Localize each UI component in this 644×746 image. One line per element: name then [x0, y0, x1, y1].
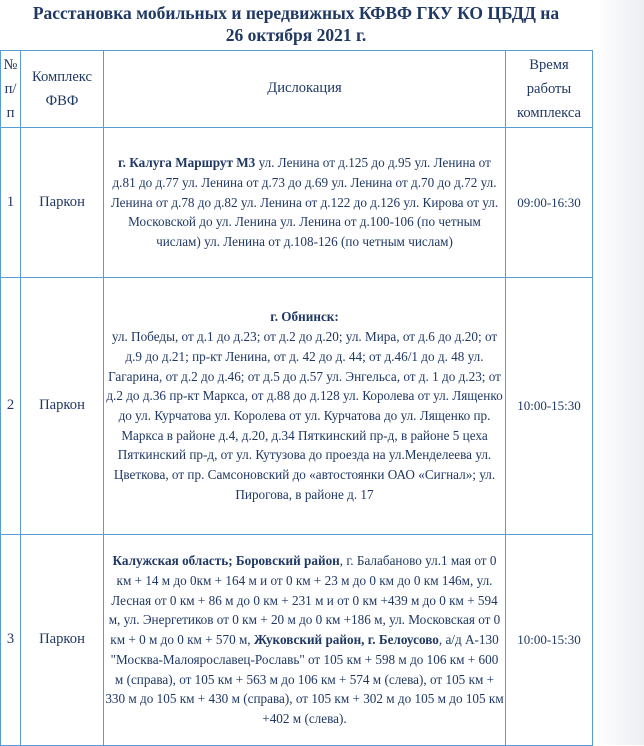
location-cell [104, 278, 506, 535]
location-text: , г. Балабаново ул.1 мая от 0 км + 14 м до 0км + 164 м и от 0 км + 23 м до 0 км до 0 км 146м, ул. Лесная от 0 км + 86 м до 0 км + 231 м и от 0 км +439 м до 0 км + 594 м, ул. Энергетиков от 0 км + 20 м до 0 км +186 м, ул. Московская от 0 км + 0 м до 0 км + 570 м, [108, 553, 501, 648]
complex-name: Паркон [21, 278, 104, 535]
location-text-2: , а/д А-130 "Москва-Малоярославец-Рославь" от 105 км + 598 м до 106 км + 600 м (справа), от 105 км + 563 м до 106 км + 574 м (слева), от 105 км + 330 м до 105 км + 430 м (справа), от 105 км + 302 м до 105 м до 105 км +402 м (слева). [105, 632, 504, 726]
placement-table [0, 50, 593, 746]
location-bold-2: Жуковский район, г. Белоусово [253, 632, 439, 648]
page-title [0, 2, 592, 46]
location-bold: Калужская область; Боровский район [112, 553, 340, 569]
table-row [1, 278, 593, 535]
header-location: Дислокация [104, 51, 506, 128]
table-header-row [1, 51, 593, 128]
row-number: 2 [1, 278, 21, 535]
location-text: ул. Победы, от д.1 до д.23; от д.2 до д.20; ул. Мира, от д.6 до д.20; от д.9 до д.21; пр-кт Ленина, от д. 42 до д. 44; от д.46/1 до д. 48 ул. Гагарина, от д.2 до д.46; от д.5 до д.57 ул. Энгельса, от д. 1 до д.23; от д.2 до д.36 пр-кт Маркса, от д.88 до д.128 ул. Королева от ул. Лященко до ул. Курчатова ул. Королева от ул. Курчатова до ул. Лященко пр. Маркса в районе д.4, д.20, д.34 Пяткинский пр-д, в районе 5 цеха Пяткинский пр-д, от ул. Кутузова до проезда на ул.Менделеева ул. Цветкова, от пр. Самсоновский до «автостоянки ОАО «Сигнал»; ул. Пирогова, в районе д. 17 [106, 329, 503, 502]
table-row [1, 128, 593, 278]
header-time: Время работы комплекса [506, 51, 593, 128]
title-line-1: Расстановка мобильных и передвижных КФВФ ГКУ КО ЦБДД на [32, 3, 560, 23]
work-time: 09:00-16:30 [506, 128, 593, 278]
row-number: 1 [1, 128, 21, 278]
title-line-2: 26 октября 2021 г. [225, 25, 367, 45]
table-row [1, 535, 593, 746]
location-text: ул. Ленина от д.125 до д.95 ул. Ленина от д.81 до д.77 ул. Ленина от д.73 до д.69 ул. Ленина от д.70 до д.72 ул. Ленина от д.78 до д.82 ул. Ленина от д.122 до д.126 ул. Кирова от ул. Московской до ул. Ленина ул. Ленина от д.100-106 (по четным числам) ул. Ленина от д.108-126 (по четным числам) [110, 155, 499, 250]
location-bold: г. Калуга Маршрут М3 [118, 155, 256, 171]
side-shadow [598, 0, 644, 745]
location-bold: г. Обнинск: [270, 309, 339, 325]
row-number: 3 [1, 535, 21, 746]
complex-name: Паркон [21, 128, 104, 278]
work-time: 10:00-15:30 [506, 535, 593, 746]
work-time: 10:00-15:30 [506, 278, 593, 535]
header-num: № п/п [1, 51, 21, 128]
header-complex: Комплекс ФВФ [21, 51, 104, 128]
location-cell [104, 535, 506, 746]
location-cell [104, 128, 506, 278]
complex-name: Паркон [21, 535, 104, 746]
